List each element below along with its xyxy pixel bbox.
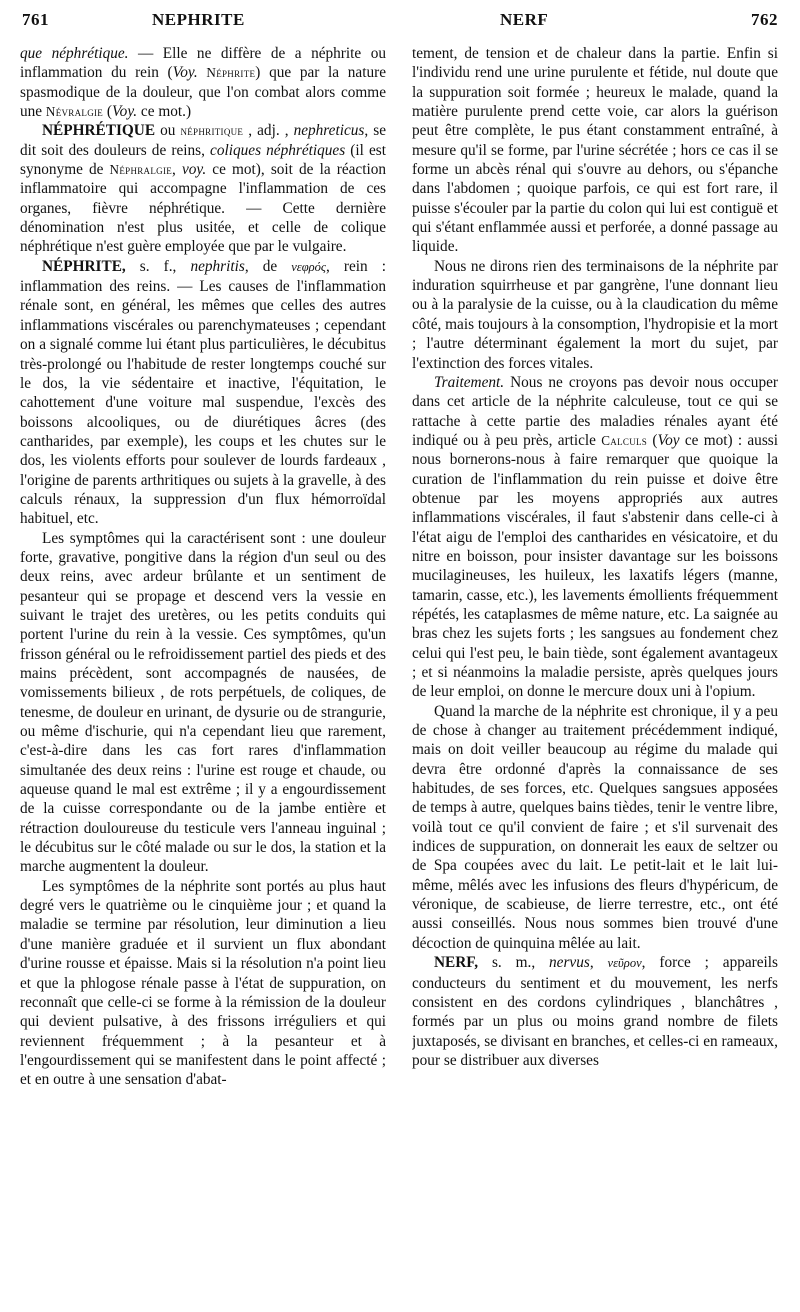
text-run: , [589, 954, 608, 972]
right-column [412, 44, 778, 1306]
greek-etymology: νεῦρον [607, 956, 642, 971]
paragraph [412, 373, 778, 702]
italic-text: Traitement. [434, 373, 505, 391]
running-title-right: NERF [500, 10, 549, 29]
italic-text: voy. [181, 161, 207, 179]
text-run: s. m., [478, 954, 550, 972]
text-run: , rein : inflammation des reins. — Les causes de l'inflammation rénale sont, en général, les mêmes que celles des autres inflammations viscérales ou parenchymateuses ; cependant on a signalé comme lui étant plus particulières, le décubitus très-prolongé ou l'habitude de rester longtemps couché sur le dos, la vie sédentaire et inactive, l'équitation, le cahottement d'une voiture mal suspendue, l'excès des boissons alcooliques, ou de diurétiques âcres (des cantharides, par exemple), les coups et les chutes sur le dos, les violents efforts pour soulever de lourds fardeaux , l'origine de parents arthritiques ou sujets à la gravelle, à des calculs rénaux, la suppression d'un flux hémorroïdal habituel, etc. [20, 257, 386, 528]
text-run: Nous ne croyons pas devoir nous occuper dans cet article de la néphrite calculeuse, tout ce qui se rattache à cette partie des maladies rénales ayant été indiqué ou à peu près, article [412, 373, 778, 449]
paragraph [412, 44, 778, 257]
text-run: ce mot.) [137, 103, 192, 121]
text-run: Nous ne dirons rien des terminaisons de la néphrite par induration squirrheuse et par gangrène, l'une donnant lieu ou à la paralysie de la cuisse, ou à la claudication du même côté, mais toujours à la consomption, l'hydropisie et la mort ; l'autre déterminant également la mort du sujet, par l'extinction des forces vitales. [412, 257, 778, 372]
cross-reference: Néphrite [206, 65, 256, 81]
text-run: s. f., [125, 257, 191, 275]
running-header [22, 10, 778, 42]
paragraph [20, 529, 386, 877]
paragraph [20, 44, 386, 121]
text-run: , force ; appareils conducteurs du sentiment et du mouvement, les nerfs consistent en des cordons cylindriques , blanchâtres , formés par un plus ou moins grand nombre de filets juxtaposés, se divisant en branches, et celles-ci en rameaux, pour se distribuer aux diverses [412, 954, 778, 1069]
paragraph [20, 121, 386, 256]
text-run: — Elle ne diffère de a néphrite ou inflammation du rein ( [20, 45, 386, 82]
cross-reference: Néphralgie [109, 162, 173, 178]
text-run: ( [103, 103, 113, 121]
text-run: tement, de tension et de chaleur dans la partie. Enfin si l'individu rend une urine purulente et fétide, nul doute que la suppuration soit formée ; heureux le malade, quand la matière purulente prend cette voie, car alors la guérison peut être complète, le pus étant constamment entraîné, à mesure qu'il se forme, par l'urine sécrétée ; hors ce cas il se forme un abcès rénal qui s'ouvre au dehors, ou s'épanche dans l'abdomen ; quoique parfois, ce qui est fort rare, il puisse s'écouler par la partie du colon qui lui est contiguë et qui s'étant enflammée aussi et perforée, a donné passage au liquide. [412, 45, 778, 256]
text-run: , [172, 161, 182, 179]
italic-text: Voy. [172, 64, 198, 82]
italic-text: nervus [549, 954, 590, 972]
cross-reference: Névralgie [45, 104, 104, 120]
greek-etymology: νεφρός [291, 259, 327, 274]
italic-text: Voy. [112, 103, 138, 121]
text-run: Les symptômes de la néphrite sont portés au plus haut degré vers le quatrième ou le cinquième jour ; et quand la maladie se termine par résolution, leur diminution a lieu d'une manière graduée et il survient un flux abondant d'urine rousse et épaisse. Mais si la résolution n'a point lieu et que la phlogose rénale passe à l'état de suppuration, on reconnaît que celle-ci se forme à la rémission de la douleur qui devient pulsative, à des frissons irréguliers et qui reviennent fréquemment ; à la pesanteur et à l'engourdissement qui se manifestent dans le point affecté ; et en outre à une sensation d'abat- [20, 877, 386, 1089]
text-run: ou [155, 122, 181, 140]
text-run: Quand la marche de la néphrite est chronique, il y a peu de chose à changer au traitement précédemment indiqué, mais on doit veiller beaucoup au régime du malade qui devra être ordonné d'après la connaissance de ses habitudes, de ses forces, etc. Quelques sangsues apposées de temps à autre, quelques bains tièdes, tenir le ventre libre, voilà tout ce qu'il convient de faire ; et s'il survenait des indices de suppuration, on donnerait les eaux de seltzer ou de Spa coupées avec du lait. Le petit-lait et le lait lui-même, mêlés avec les infusions des fleurs d'hypéricum, de véronique, de scabieuse, de lierre terrestre, etc., ont été aussi conseillés. Nous nous sommes bien trouvé d'une décoction de quinquina mêlée au lait. [412, 702, 778, 952]
italic-text: nephreticus [293, 122, 365, 140]
text-run: Les symptômes qui la caractérisent sont : une douleur forte, gravative, pongitive dans la région d'un seul ou des deux reins, avec ardeur brûlante et un sentiment de pesanteur qui se propage et descend vers la vessie en suivant le trajet des uretères, ou les petits conduits qui portent l'urine du rein à la vessie. Ces symptômes, qu'un frisson général ou le refroidissement partiel des pieds et des mains précèdent, sont accompagnés de nausées, de vomissements bilieux , de rots perpétuels, de coliques, de tenesme, de douleur en urinant, de dysurie ou de strangurie, ou même d'ischurie, qui n'a cependant lieu que rarement, c'est-à-dire dans les cas fort rares d'inflammation simultanée des deux reins : l'urine est rouge et chaude, ou aqueuse quand le mal est extrême ; il y a engourdissement de la cuisse correspondante ou de la jambe entière et rétraction douloureuse du testicule vers l'anneau inguinal ; le décubitus sur le côté malade ou sur le dos, la station et la marche augmentent la douleur. [20, 529, 386, 876]
page-number-left: 761 [22, 10, 49, 29]
italic-text: nephritis [190, 257, 245, 275]
text-run: , de [244, 257, 292, 275]
text-run: ( [647, 431, 658, 449]
paragraph [412, 257, 778, 373]
entry-headword: NERF, [434, 954, 479, 972]
cross-reference: néphritique [180, 123, 244, 139]
running-title-left: NEPHRITE [152, 10, 245, 29]
text-run: ce mot) : aussi nous bornerons-nous à faire remarquer que quoique la curation de l'inflammation du rein puisse et doive être obtenue par les moyens appropriés aux autres inflammations viscérales, il faut s'abstenir dans celle-ci à l'état aigu de l'emploi des cantharides en vésicatoire, et du nitre en boisson, pour insister davantage sur les boissons mucilagineuses, les huileux, les laxatifs légers (manne, tamarin, casse, etc.), les lavements émollients fréquemment répétés, les cataplasmes de même nature, etc. La saignée au bras chez les sujets forts ; les sangsues au fondement chez celui qui l'est peu, le bain tiède, sont également avantageux ; et si néanmoins la maladie persiste, après quelques jours de leur emploi, on donne le mercure doux uni à l'opium. [412, 431, 778, 701]
text-run: ce mot), soit de la réaction inflammatoire qui accompagne l'inflammation de ces organes, fièvre néphrétique. — Cette dernière dénomination n'est plus usitée, et celle de colique néphrétique n'est guère employée que par le vulgaire. [20, 161, 386, 256]
paragraph [412, 953, 778, 1070]
page-number-right: 762 [751, 10, 778, 29]
paragraph [412, 702, 778, 953]
cross-reference: Calculs [601, 432, 648, 448]
entry-headword: NÉPHRITE, [42, 257, 126, 275]
text-run: , adj. , [243, 122, 294, 140]
paragraph [20, 877, 386, 1090]
italic-text: coliques néphrétiques [210, 141, 346, 159]
paragraph [20, 257, 386, 529]
text-run: (il est synonyme de [20, 141, 386, 179]
italic-text: Voy [657, 431, 680, 449]
italic-text: que néphrétique. [20, 45, 129, 62]
text-run: ) que par la nature spasmodique de la douleur, que l'on combat alors comme une [20, 64, 386, 121]
text-run: , se dit soit des douleurs de reins, [20, 122, 386, 159]
entry-headword: NÉPHRÉTIQUE [42, 122, 156, 140]
left-column [20, 44, 386, 1306]
